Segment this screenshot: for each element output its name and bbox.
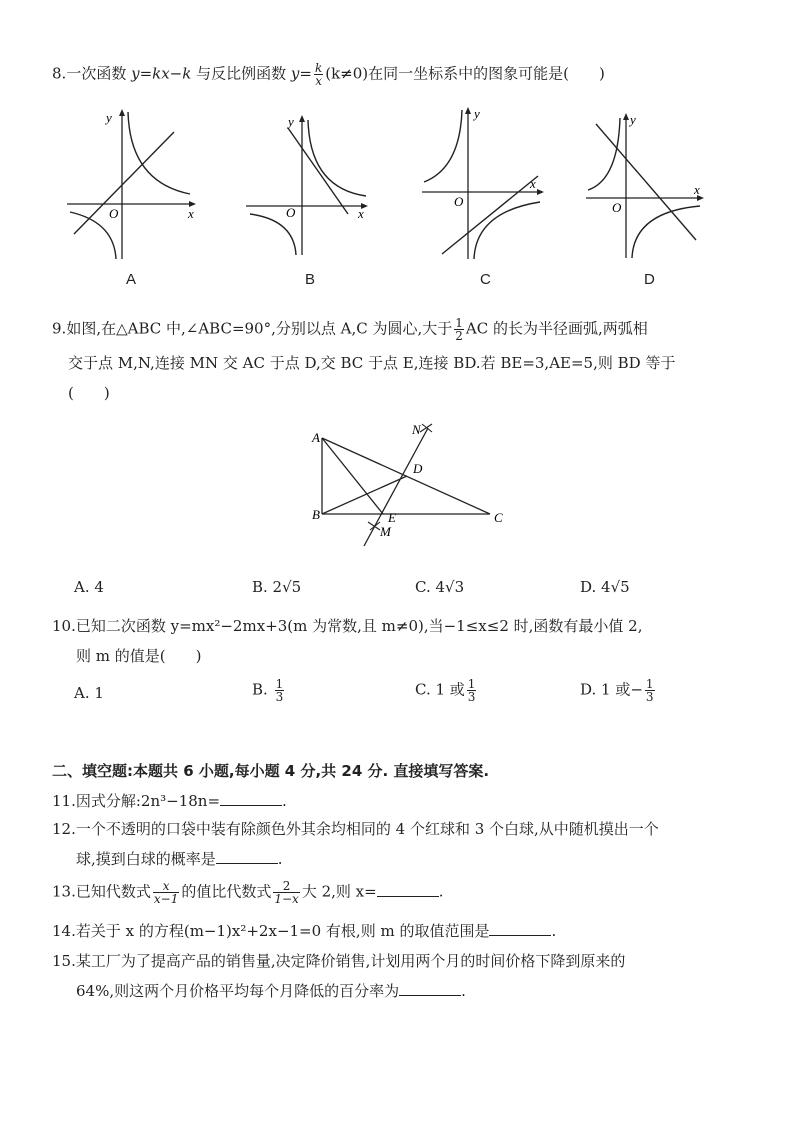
q10-d-den: 3 — [645, 690, 654, 704]
q13-f1-num: x — [153, 880, 179, 893]
q8-graph-a — [62, 104, 202, 264]
q9-half-fraction — [454, 317, 464, 342]
q10-b-num: 1 — [275, 677, 284, 691]
q13-text-pre: 已知代数式 — [75, 882, 151, 901]
q8-linear-function: y=kx−k — [131, 64, 192, 83]
q10-stem-line2: 则 m 的值是( ) — [76, 647, 202, 665]
q8-b-x-label: x — [358, 206, 364, 221]
q15-number: 15. — [52, 952, 76, 970]
q8-graph-a-label: A — [126, 271, 137, 288]
q10-stem-line1 — [52, 615, 642, 637]
q15-line2 — [76, 980, 466, 1002]
q11-number: 11. — [52, 792, 76, 810]
q9-label-a: A — [312, 430, 320, 445]
q9-label-d: D — [413, 461, 423, 476]
q10-option-c-prefix: C. 1 或 — [415, 680, 465, 699]
q8-b-y-label: y — [288, 114, 294, 129]
q13-number: 13. — [52, 882, 76, 901]
q13-end: . — [438, 882, 444, 901]
q11-answer-blank[interactable] — [220, 791, 282, 806]
q12-line2 — [76, 848, 283, 870]
q14-end: . — [551, 922, 557, 940]
q9-number: 9. — [52, 319, 67, 338]
q8-d-origin: O — [612, 200, 622, 215]
q15-text-line1: 某工厂为了提高产品的销售量,决定降价销售,计划用两个月的时间价格下降到原来的 — [75, 952, 626, 970]
q12-number: 12. — [52, 820, 76, 838]
q15-answer-blank[interactable] — [399, 981, 461, 996]
q9-option-c[interactable]: C. 4√3 — [415, 578, 465, 596]
q10-c-num: 1 — [467, 677, 476, 691]
q10-option-a-text: A. 1 — [74, 684, 104, 702]
q8-c-x-label: x — [530, 176, 536, 191]
q10-option-d[interactable] — [580, 678, 657, 703]
q9-option-a[interactable]: A. 4 — [74, 578, 104, 596]
q12-line1 — [52, 818, 659, 840]
q9-stem-line2: 交于点 M,N,连接 MN 交 AC 于点 D,交 BC 于点 E,连接 BD.若 BE=3,AE=5,则 BD 等于 — [68, 354, 676, 372]
q8-graph-c-label: C — [480, 271, 491, 288]
q15-text-line2: 64%,则这两个月价格平均每个月降低的百分率为 — [76, 982, 400, 1000]
q10-option-d-prefix: D. 1 或− — [580, 680, 643, 699]
q13-f1-den: x−1 — [153, 892, 179, 906]
q10-option-c[interactable] — [415, 678, 478, 703]
q8-stem — [52, 62, 605, 87]
q11-end: . — [282, 792, 287, 810]
q8-inverse-lhs: y= — [290, 64, 312, 83]
q14 — [52, 920, 556, 942]
q13-answer-blank[interactable] — [377, 882, 439, 897]
q13-text-post: 大 2,则 x= — [301, 882, 377, 901]
q8-frac-num: k — [314, 61, 323, 75]
q8-d-y-label: y — [630, 112, 636, 127]
q9-label-c: C — [494, 510, 503, 525]
q8-text-mid: 与反比例函数 — [191, 64, 291, 83]
q9-half-num: 1 — [455, 316, 463, 330]
q13-f2-num: 2 — [273, 880, 299, 893]
q9-text-pre: 如图,在△ABC 中,∠ABC=90°,分别以点 A,C 为圆心,大于 — [66, 319, 453, 338]
q10-option-d-fraction — [645, 678, 655, 703]
q10-option-b-prefix: B. — [252, 680, 273, 699]
q13-fraction-2 — [273, 880, 299, 905]
q8-inverse-fraction — [314, 62, 323, 87]
q12-text-line2: 球,摸到白球的概率是 — [76, 850, 216, 868]
q8-a-origin: O — [109, 206, 119, 221]
q10-option-b[interactable] — [252, 678, 286, 703]
q10-d-num: 1 — [645, 677, 654, 691]
q13-fraction-1 — [153, 880, 179, 905]
q11 — [52, 790, 287, 812]
q13 — [52, 880, 444, 905]
q15-end: . — [461, 982, 466, 1000]
q12-text-line1: 一个不透明的口袋中装有除颜色外其余均相同的 4 个红球和 3 个白球,从中随机摸出一个 — [75, 820, 659, 838]
q8-graph-c — [420, 104, 550, 264]
q14-number: 14. — [52, 922, 76, 940]
q8-d-x-label: x — [694, 182, 700, 197]
q9-label-m: M — [380, 524, 391, 539]
section-2-heading: 二、填空题:本题共 6 小题,每小题 4 分,共 24 分. 直接填写答案. — [52, 762, 490, 780]
q8-b-origin: O — [286, 205, 296, 220]
q14-answer-blank[interactable] — [489, 921, 551, 936]
q9-text-post: AC 的长为半径画弧,两弧相 — [465, 319, 648, 338]
q13-text-mid: 的值比代数式 — [181, 882, 272, 901]
q11-text: 因式分解:2n³−18n= — [75, 792, 221, 810]
q9-figure — [308, 418, 518, 553]
q13-f2-den: 1−x — [274, 892, 299, 906]
q9-stem-line3: ( ) — [68, 384, 110, 402]
q9-label-b: B — [312, 507, 320, 522]
q10-number: 10. — [52, 617, 76, 635]
q8-a-x-label: x — [188, 206, 194, 221]
q9-half-den: 2 — [455, 329, 463, 343]
q8-graph-b — [244, 110, 374, 260]
q8-c-y-label: y — [474, 106, 480, 121]
q8-text-post: 在同一坐标系中的图象可能是( ) — [368, 64, 605, 83]
q10-option-c-fraction — [467, 678, 477, 703]
q10-c-den: 3 — [467, 690, 476, 704]
q8-c-origin: O — [454, 194, 464, 209]
q10-text-line1: 已知二次函数 y=mx²−2mx+3(m 为常数,且 m≠0),当−1≤x≤2 时,函数有最小值 2, — [75, 617, 643, 635]
q10-b-den: 3 — [275, 690, 284, 704]
q8-frac-den: x — [315, 74, 322, 88]
q9-option-b[interactable]: B. 2√5 — [252, 578, 302, 596]
q15-line1 — [52, 950, 625, 972]
q9-stem-line1 — [52, 317, 648, 342]
q9-label-n: N — [412, 422, 421, 437]
q8-text-pre: 一次函数 — [66, 64, 132, 83]
q10-option-b-fraction — [275, 678, 285, 703]
q9-option-d[interactable]: D. 4√5 — [580, 578, 630, 596]
q9-label-e: E — [388, 510, 396, 525]
q8-graph-d — [584, 108, 714, 264]
q8-a-y-label: y — [106, 110, 112, 125]
q12-answer-blank[interactable] — [216, 849, 278, 864]
q8-condition: (k≠0) — [325, 64, 369, 83]
q8-graph-d-label: D — [644, 271, 655, 288]
q12-end: . — [277, 850, 283, 868]
q8-graph-b-label: B — [305, 271, 316, 288]
q8-number: 8. — [52, 64, 67, 83]
q10-option-a[interactable] — [74, 684, 104, 702]
q14-text: 若关于 x 的方程(m−1)x²+2x−1=0 有根,则 m 的取值范围是 — [75, 922, 490, 940]
